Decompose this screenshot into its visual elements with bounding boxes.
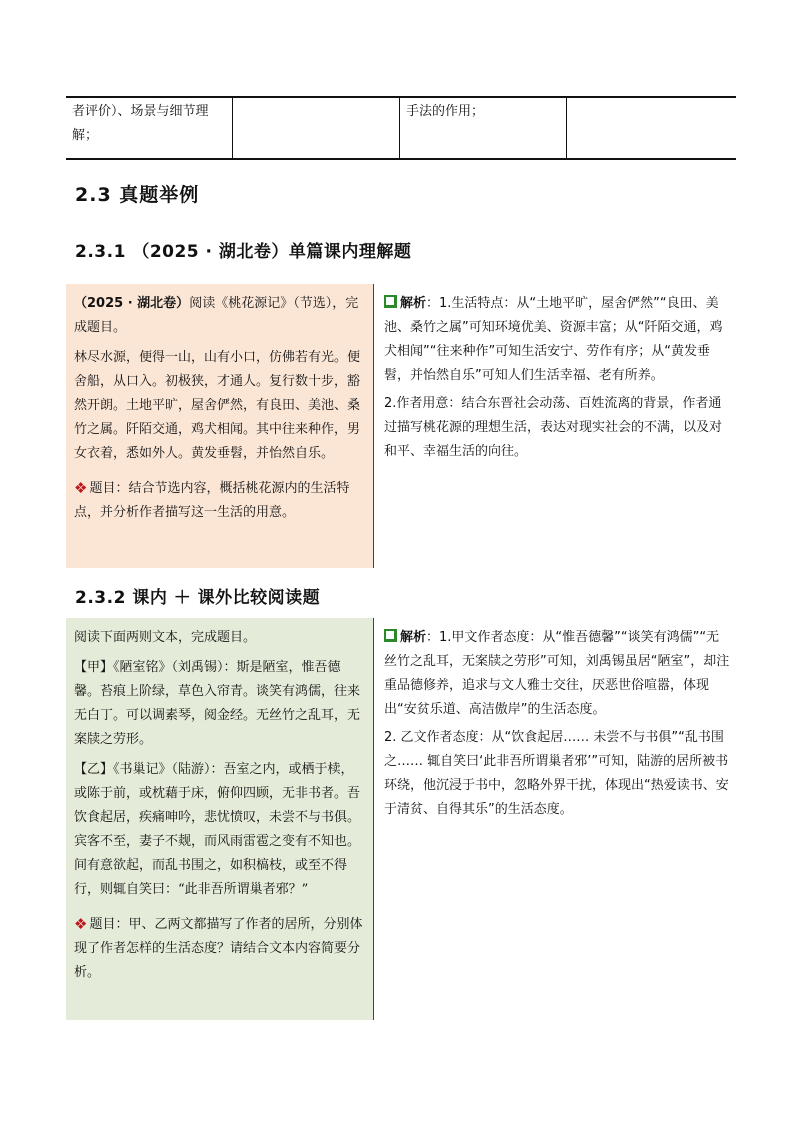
analysis-item <box>384 292 730 388</box>
question-panel <box>66 284 374 568</box>
question-text: 题目：结合节选内容，概括桃花源内的生活特点，并分析作者描写这一生活的用意。 <box>74 481 350 520</box>
analysis-text: ：1.甲文作者态度：从“惟吾德馨”“谈笑有鸿儒”“无丝竹之乱耳，无案牍之劳形”可知，刘禹锡虽居“陋室”，却注重品德修养，追求与文人雅士交往，厌恶世俗喧嚣，体现出“安贫乐道、高洁傲岸”的生活态度。 <box>384 630 730 717</box>
example-block-1 <box>66 284 736 568</box>
text-a: 【甲】《陋室铭》（刘禹锡）：斯是陋室，惟吾德馨。苔痕上阶绿，草色入帘青。谈笑有鸿儒，往来无白丁。可以调素琴，阅金经。无丝竹之乱耳，无案牍之劳形。 <box>74 660 361 747</box>
intro-text: 阅读《桃花源记》（节选），完成题目。 <box>74 296 359 335</box>
red-diamond-icon: ❖ <box>74 915 88 933</box>
question-item <box>74 912 365 985</box>
analysis-text-2: 2. 乙文作者态度：从“饮食起居…… 未尝不与书俱”“乱书围之…… 辄自笑曰‘此非吾所谓巢者邪’”可知，陆游的居所被书环绕，他沉浸于书中，忽略外界干扰，体现出“热爱读书、安于清贫、自得其乐”的生活态度。 <box>384 730 729 817</box>
analysis-label: 解析 <box>400 296 427 311</box>
table-cell <box>567 98 736 158</box>
subsection-heading-1: 2.3.1 （2025 · 湖北卷）单篇课内理解题 <box>75 242 412 262</box>
passage-text: 林尽水源，便得一山，山有小口，仿佛若有光。便舍船，从口入。初极狭，才通人。复行数十步，豁然开朗。土地平旷，屋舍俨然，有良田、美池、桑竹之属。阡陌交通，鸡犬相闻。其中往来种作，男女衣着，悉如外人。黄发垂髫，并怡然自乐。 <box>74 350 361 461</box>
analysis-text-2: 2.作者用意：结合东晋社会动荡、百姓流离的背景，作者通过描写桃花源的理想生活，表达对现实社会的不满，以及对和平、幸福生活的向往。 <box>384 396 723 459</box>
section-heading: 2.3 真题举例 <box>75 184 200 206</box>
red-diamond-icon: ❖ <box>74 479 88 497</box>
green-checkbox-icon <box>384 295 397 308</box>
intro-text: 阅读下面两则文本，完成题目。 <box>74 630 257 645</box>
question-item <box>74 476 365 525</box>
top-table <box>66 96 736 160</box>
text-b: 【乙】《书巢记》（陆游）：吾室之内，或栖于椟，或陈于前，或枕藉于床，俯仰四顾，无非书者。吾饮食起居，疾痛呻吟，悲忧愤叹，未尝不与书俱。宾客不至，妻子不觌，而风雨雷雹之变有不知也。间有意欲起，而乱书围之，如积槁枝，或至不得行，则辄自笑曰：“此非吾所谓巢者邪？” <box>74 762 361 897</box>
question-text: 题目：甲、乙两文都描写了作者的居所，分别体现了作者怎样的生活态度？请结合文本内容简要分析。 <box>74 917 363 980</box>
question-intro <box>74 292 365 340</box>
analysis-panel <box>374 284 736 568</box>
analysis-item <box>384 626 730 722</box>
source-label: （2025 · 湖北卷） <box>74 296 190 311</box>
green-checkbox-icon <box>384 629 397 642</box>
question-panel <box>66 618 374 1020</box>
subsection-heading-2: 2.3.2 课内 ＋ 课外比较阅读题 <box>75 588 321 608</box>
table-cell: 者评价）、场景与细节理解； <box>66 98 233 158</box>
table-cell: 手法的作用； <box>400 98 567 158</box>
analysis-text: ：1.生活特点：从“土地平旷，屋舍俨然”“良田、美池、桑竹之属”可知环境优美、资源丰富；从“阡陌交通，鸡犬相闻”“往来种作”可知生活安宁、劳作有序；从“黄发垂髫，并怡然自乐”可知人们生活幸福、老有所养。 <box>384 296 723 383</box>
example-block-2 <box>66 618 736 1020</box>
table-cell <box>233 98 400 158</box>
analysis-label: 解析 <box>400 630 427 645</box>
analysis-panel <box>374 618 736 1020</box>
